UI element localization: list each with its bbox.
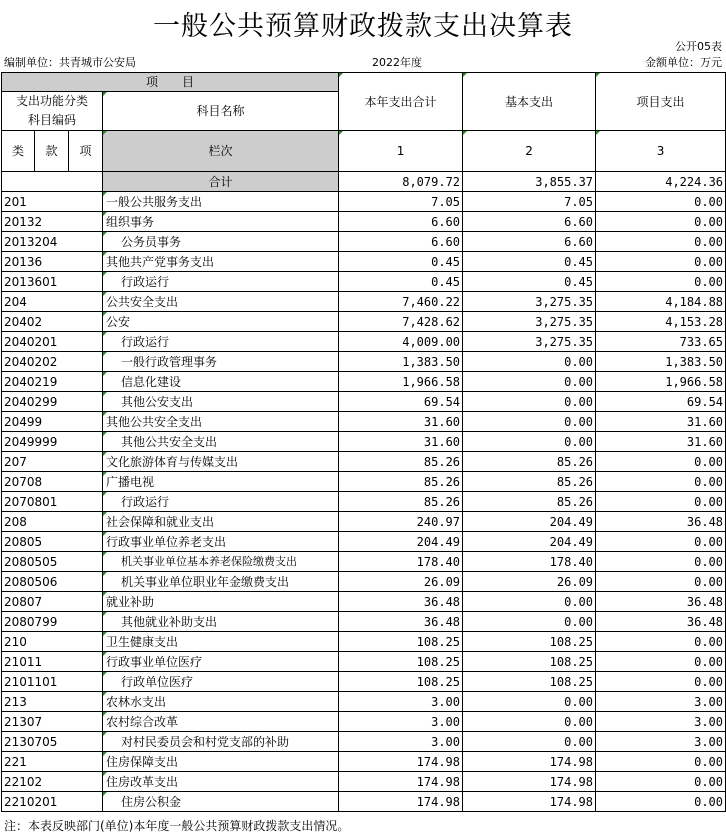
header-basic: 基本支出 <box>463 73 596 131</box>
row-code: 20708 <box>2 472 103 492</box>
row-total: 174.98 <box>339 752 463 772</box>
header-subject-name: 科目名称 <box>103 92 339 131</box>
row-project: 0.00 <box>596 232 726 252</box>
table-row <box>2 732 726 752</box>
table-row <box>2 252 726 272</box>
row-total: 174.98 <box>339 792 463 812</box>
row-basic: 26.09 <box>463 572 596 592</box>
row-basic: 0.00 <box>463 732 596 752</box>
row-project: 1,383.50 <box>596 352 726 372</box>
table-row <box>2 292 726 312</box>
row-code: 204 <box>2 292 103 312</box>
table-row <box>2 192 726 212</box>
col-number-3: 3 <box>596 131 726 172</box>
header-code-group: 支出功能分类 科目编码 <box>2 92 103 131</box>
row-project: 0.00 <box>596 772 726 792</box>
row-project: 3.00 <box>596 732 726 752</box>
col-number-2: 2 <box>463 131 596 172</box>
total-code-blank <box>2 172 103 192</box>
row-project: 36.48 <box>596 512 726 532</box>
row-code: 2210201 <box>2 792 103 812</box>
row-subject-name: 组织事务 <box>103 212 339 232</box>
total-basic: 3,855.37 <box>463 172 596 192</box>
row-subject-name: 公安 <box>103 312 339 332</box>
row-basic: 6.60 <box>463 232 596 252</box>
row-basic: 174.98 <box>463 772 596 792</box>
row-basic: 0.00 <box>463 612 596 632</box>
row-subject-name: 机关事业单位基本养老保险缴费支出 <box>103 552 339 572</box>
row-code: 201 <box>2 192 103 212</box>
col-number-1: 1 <box>339 131 463 172</box>
total-label: 合计 <box>103 172 339 192</box>
row-project: 4,153.28 <box>596 312 726 332</box>
row-basic: 6.60 <box>463 212 596 232</box>
row-subject-name: 广播电视 <box>103 472 339 492</box>
row-code: 20136 <box>2 252 103 272</box>
expenditure-table <box>1 72 726 812</box>
row-subject-name: 卫生健康支出 <box>103 632 339 652</box>
table-row <box>2 792 726 812</box>
table-row <box>2 552 726 572</box>
row-total: 36.48 <box>339 592 463 612</box>
row-basic: 108.25 <box>463 672 596 692</box>
form-number: 公开05表 <box>675 40 722 53</box>
row-code: 20499 <box>2 412 103 432</box>
row-project: 0.00 <box>596 672 726 692</box>
row-subject-name: 信息化建设 <box>103 372 339 392</box>
row-subject-name: 行政事业单位医疗 <box>103 652 339 672</box>
row-project: 0.00 <box>596 752 726 772</box>
row-project: 0.00 <box>596 652 726 672</box>
row-total: 3.00 <box>339 712 463 732</box>
row-subject-name: 行政运行 <box>103 492 339 512</box>
row-total: 174.98 <box>339 772 463 792</box>
row-project: 31.60 <box>596 412 726 432</box>
table-row <box>2 392 726 412</box>
table-row <box>2 772 726 792</box>
row-total: 7,428.62 <box>339 312 463 332</box>
row-project: 0.00 <box>596 552 726 572</box>
row-total: 69.54 <box>339 392 463 412</box>
row-code: 210 <box>2 632 103 652</box>
row-project: 1,966.58 <box>596 372 726 392</box>
row-code: 2130705 <box>2 732 103 752</box>
row-project: 0.00 <box>596 212 726 232</box>
row-total: 3.00 <box>339 732 463 752</box>
row-basic: 0.00 <box>463 372 596 392</box>
row-project: 0.00 <box>596 472 726 492</box>
row-project: 69.54 <box>596 392 726 412</box>
header-total: 本年支出合计 <box>339 73 463 131</box>
row-subject-name: 行政单位医疗 <box>103 672 339 692</box>
row-total: 85.26 <box>339 452 463 472</box>
row-subject-name: 住房改革支出 <box>103 772 339 792</box>
row-subject-name: 公共安全支出 <box>103 292 339 312</box>
row-project: 3.00 <box>596 692 726 712</box>
total-sum: 8,079.72 <box>339 172 463 192</box>
table-row <box>2 512 726 532</box>
row-project: 36.48 <box>596 612 726 632</box>
row-subject-name: 一般行政管理事务 <box>103 352 339 372</box>
header-kuan: 款 <box>35 131 69 172</box>
row-code: 22102 <box>2 772 103 792</box>
row-basic: 178.40 <box>463 552 596 572</box>
row-code: 2049999 <box>2 432 103 452</box>
row-subject-name: 农林水支出 <box>103 692 339 712</box>
row-subject-name: 公务员事务 <box>103 232 339 252</box>
row-subject-name: 其他公共安全支出 <box>103 432 339 452</box>
row-total: 36.48 <box>339 612 463 632</box>
row-subject-name: 一般公共服务支出 <box>103 192 339 212</box>
table-body <box>2 192 726 812</box>
row-basic: 0.00 <box>463 712 596 732</box>
row-basic: 85.26 <box>463 452 596 472</box>
row-project: 4,184.88 <box>596 292 726 312</box>
table-row <box>2 312 726 332</box>
row-project: 0.00 <box>596 192 726 212</box>
table-row <box>2 272 726 292</box>
table-row <box>2 372 726 392</box>
row-code: 2040202 <box>2 352 103 372</box>
row-basic: 0.45 <box>463 252 596 272</box>
currency-unit: 金额单位：万元 <box>645 56 722 69</box>
row-code: 2080799 <box>2 612 103 632</box>
table-row <box>2 352 726 372</box>
table-row <box>2 532 726 552</box>
table-row <box>2 212 726 232</box>
row-total: 85.26 <box>339 472 463 492</box>
row-basic: 3,275.35 <box>463 332 596 352</box>
table-row <box>2 632 726 652</box>
table-row <box>2 332 726 352</box>
row-code: 20807 <box>2 592 103 612</box>
row-basic: 85.26 <box>463 472 596 492</box>
row-basic: 174.98 <box>463 792 596 812</box>
row-basic: 0.00 <box>463 592 596 612</box>
header-xiang: 项 <box>69 131 103 172</box>
row-basic: 0.45 <box>463 272 596 292</box>
row-subject-name: 住房公积金 <box>103 792 339 812</box>
table-row <box>2 592 726 612</box>
row-total: 26.09 <box>339 572 463 592</box>
unit-label: 编制单位：共青城市公安局 <box>4 56 136 69</box>
row-code: 207 <box>2 452 103 472</box>
total-project: 4,224.36 <box>596 172 726 192</box>
row-subject-name: 其他公安支出 <box>103 392 339 412</box>
row-basic: 0.00 <box>463 412 596 432</box>
header-project: 项目支出 <box>596 73 726 131</box>
row-basic: 0.00 <box>463 392 596 412</box>
row-total: 204.49 <box>339 532 463 552</box>
row-total: 31.60 <box>339 412 463 432</box>
row-total: 0.45 <box>339 252 463 272</box>
row-code: 221 <box>2 752 103 772</box>
row-subject-name: 农村综合改革 <box>103 712 339 732</box>
table-row <box>2 692 726 712</box>
row-project: 0.00 <box>596 532 726 552</box>
row-subject-name: 机关事业单位职业年金缴费支出 <box>103 572 339 592</box>
row-code: 2101101 <box>2 672 103 692</box>
footnote: 注：本表反映部门(单位)本年度一般公共预算财政拨款支出情况。 <box>4 819 350 833</box>
row-subject-name: 其他共产党事务支出 <box>103 252 339 272</box>
row-subject-name: 行政事业单位养老支出 <box>103 532 339 552</box>
report-title: 一般公共预算财政拨款支出决算表 <box>153 11 573 42</box>
table-row <box>2 472 726 492</box>
row-total: 108.25 <box>339 652 463 672</box>
table-row <box>2 492 726 512</box>
row-total: 7,460.22 <box>339 292 463 312</box>
report-year: 2022年度 <box>372 56 422 69</box>
row-code: 21011 <box>2 652 103 672</box>
row-project: 0.00 <box>596 632 726 652</box>
row-subject-name: 行政运行 <box>103 272 339 292</box>
row-basic: 0.00 <box>463 692 596 712</box>
row-total: 31.60 <box>339 432 463 452</box>
table-row <box>2 572 726 592</box>
row-total: 108.25 <box>339 672 463 692</box>
table-row <box>2 412 726 432</box>
row-project: 0.00 <box>596 252 726 272</box>
row-project: 0.00 <box>596 452 726 472</box>
row-total: 108.25 <box>339 632 463 652</box>
row-basic: 0.00 <box>463 352 596 372</box>
header-lanci: 栏次 <box>103 131 339 172</box>
table-row <box>2 452 726 472</box>
row-project: 31.60 <box>596 432 726 452</box>
row-project: 0.00 <box>596 492 726 512</box>
row-subject-name: 社会保障和就业支出 <box>103 512 339 532</box>
row-total: 4,009.00 <box>339 332 463 352</box>
row-total: 6.60 <box>339 212 463 232</box>
row-project: 36.48 <box>596 592 726 612</box>
row-code: 2013601 <box>2 272 103 292</box>
row-code: 2070801 <box>2 492 103 512</box>
table-row <box>2 672 726 692</box>
row-total: 240.97 <box>339 512 463 532</box>
row-basic: 108.25 <box>463 652 596 672</box>
row-code: 2080505 <box>2 552 103 572</box>
row-code: 2013204 <box>2 232 103 252</box>
table-row <box>2 712 726 732</box>
row-basic: 3,275.35 <box>463 312 596 332</box>
row-subject-name: 文化旅游体育与传媒支出 <box>103 452 339 472</box>
row-code: 2040219 <box>2 372 103 392</box>
row-basic: 7.05 <box>463 192 596 212</box>
row-subject-name: 其他就业补助支出 <box>103 612 339 632</box>
row-subject-name: 就业补助 <box>103 592 339 612</box>
row-subject-name: 对村民委员会和村党支部的补助 <box>103 732 339 752</box>
row-total: 85.26 <box>339 492 463 512</box>
row-project: 733.65 <box>596 332 726 352</box>
row-code: 2040201 <box>2 332 103 352</box>
table-row <box>2 232 726 252</box>
row-total: 178.40 <box>339 552 463 572</box>
row-project: 0.00 <box>596 272 726 292</box>
row-project: 0.00 <box>596 792 726 812</box>
row-subject-name: 行政运行 <box>103 332 339 352</box>
row-code: 20132 <box>2 212 103 232</box>
row-total: 1,383.50 <box>339 352 463 372</box>
table-row <box>2 432 726 452</box>
row-code: 2040299 <box>2 392 103 412</box>
row-basic: 0.00 <box>463 432 596 452</box>
row-code: 2080506 <box>2 572 103 592</box>
table-row <box>2 612 726 632</box>
row-basic: 204.49 <box>463 532 596 552</box>
row-basic: 3,275.35 <box>463 292 596 312</box>
table-row <box>2 652 726 672</box>
row-basic: 174.98 <box>463 752 596 772</box>
row-total: 0.45 <box>339 272 463 292</box>
header-item: 项 目 <box>2 73 339 92</box>
row-code: 213 <box>2 692 103 712</box>
table-row <box>2 752 726 772</box>
row-total: 6.60 <box>339 232 463 252</box>
row-total: 7.05 <box>339 192 463 212</box>
row-code: 20805 <box>2 532 103 552</box>
header-lei: 类 <box>2 131 35 172</box>
row-code: 208 <box>2 512 103 532</box>
row-subject-name: 住房保障支出 <box>103 752 339 772</box>
row-basic: 108.25 <box>463 632 596 652</box>
row-subject-name: 其他公共安全支出 <box>103 412 339 432</box>
row-project: 3.00 <box>596 712 726 732</box>
row-code: 20402 <box>2 312 103 332</box>
row-code: 21307 <box>2 712 103 732</box>
row-project: 0.00 <box>596 572 726 592</box>
row-basic: 204.49 <box>463 512 596 532</box>
row-total: 1,966.58 <box>339 372 463 392</box>
row-total: 3.00 <box>339 692 463 712</box>
row-basic: 85.26 <box>463 492 596 512</box>
